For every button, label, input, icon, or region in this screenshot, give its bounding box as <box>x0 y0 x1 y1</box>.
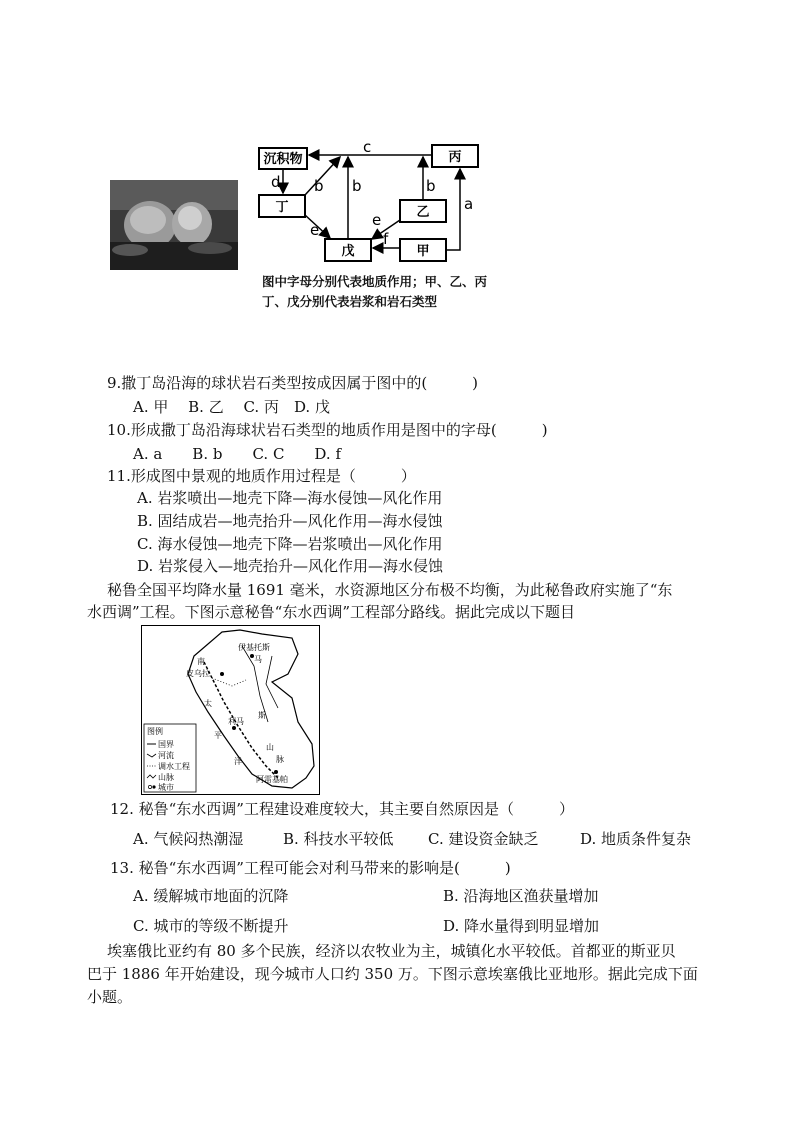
q10-options: A. a B. b C. C D. f <box>133 445 342 463</box>
edge-label-f: f <box>383 230 389 248</box>
q12-option-b: B. 科技水平较低 <box>283 830 394 848</box>
peru-map <box>141 625 320 795</box>
q12-option-d: D. 地质条件复杂 <box>580 830 692 848</box>
edge-label-a: a <box>464 195 474 213</box>
edge-label-b1: b <box>314 177 324 195</box>
q11-option-b: B. 固结成岩—地壳抬升—风化作用—海水侵蚀 <box>137 512 443 530</box>
q13-option-a: A. 缓解城市地面的沉降 <box>133 887 289 905</box>
diversion-project <box>212 678 246 686</box>
node-bing-label: 丙 <box>448 150 462 165</box>
legend-river: 河流 <box>158 751 174 760</box>
caption-line-2: 丁、戊分别代表岩浆和岩石类型 <box>262 294 438 309</box>
q9-options: A. 甲 B. 乙 C. 丙 D. 戊 <box>133 398 330 416</box>
ethiopia-line-3: 小题。 <box>87 988 133 1006</box>
legend-project: 调水工程 <box>158 762 190 771</box>
map-label-arequipa: 阿雷基帕 <box>256 775 288 784</box>
legend-mountain: 山脉 <box>158 773 174 782</box>
edge-label-b2: b <box>352 177 362 195</box>
city-arequipa <box>274 770 278 774</box>
caption-line-1: 图中字母分别代表地质作用；甲、乙、丙 <box>262 274 488 289</box>
q13-option-b: B. 沿海地区渔获量增加 <box>443 887 599 905</box>
map-label-piura: 皮乌拉 <box>186 669 210 678</box>
legend-city-symbol-2 <box>152 785 155 788</box>
peru-border <box>188 630 314 788</box>
q9-stem: 9.撒丁岛沿海的球状岩石类型按成因属于图中的( ) <box>107 374 479 392</box>
q12-stem: 12. 秘鲁“东水西调”工程建设难度较大，其主要自然原因是（ ） <box>110 800 574 818</box>
map-label-lima: 利马 <box>228 717 244 726</box>
edge-label-c: c <box>363 138 372 156</box>
q12-option-c: C. 建设资金缺乏 <box>428 830 539 848</box>
edge-label-e2: e <box>372 211 382 229</box>
legend-border: 国界 <box>158 740 174 749</box>
q13-stem: 13. 秘鲁“东水西调”工程可能会对利马带来的影响是( ) <box>110 859 511 877</box>
map-label-shan2: 山 <box>266 743 274 752</box>
q13-option-c: C. 城市的等级不断提升 <box>133 917 289 935</box>
diagram-caption <box>262 272 487 312</box>
q10-stem: 10.形成撒丁岛沿海球状岩石类型的地质作用是图中的字母( ) <box>107 421 548 439</box>
ethiopia-line-1: 埃塞俄比亚约有 80 多个民族，经济以农牧业为主，城镇化水平较低。首都亚的斯亚贝 <box>107 942 676 960</box>
q13-option-d: D. 降水量得到明显增加 <box>443 917 600 935</box>
peru-intro-line-2: 水西调”工程。下图示意秘鲁“东水西调”工程部分路线。据此完成以下题目 <box>87 603 576 621</box>
peru-intro <box>107 579 747 602</box>
node-sediment-label: 沉积物 <box>263 152 303 167</box>
node-ding-label: 丁 <box>275 200 289 215</box>
q12-option-a: A. 气候闷热潮湿 <box>133 830 244 848</box>
map-label-iquitos: 伊基托斯 <box>238 643 270 652</box>
peru-intro-2 <box>87 601 747 624</box>
node-yi-label: 乙 <box>416 205 430 220</box>
map-label-shan3: 脉 <box>276 755 284 764</box>
edge-label-d: d <box>271 173 281 191</box>
map-label-nan: 南 <box>197 657 205 666</box>
city-piura <box>220 672 224 676</box>
ethiopia-line-2: 巴于 1886 年开始建设，现今城市人口约 350 万。下图示意埃塞俄比亚地形。据此完成下面 <box>87 965 698 983</box>
edge-label-e1: e <box>310 221 320 239</box>
map-label-shan1: 斯 <box>258 711 266 720</box>
map-label-yang: 洋 <box>234 757 242 766</box>
city-lima <box>232 726 236 730</box>
legend-city: 城市 <box>158 783 174 792</box>
rock-cycle-diagram <box>250 135 490 270</box>
legend-title: 图例 <box>147 727 163 736</box>
q11-option-d: D. 岩浆侵入—地壳抬升—风化作用—海水侵蚀 <box>137 557 444 575</box>
map-label-ma: 马 <box>254 655 262 664</box>
q11-stem: 11.形成图中景观的地质作用过程是（ ） <box>107 467 416 485</box>
node-wu-label: 戊 <box>341 244 355 259</box>
edge-a <box>446 169 460 250</box>
q11-option-c: C. 海水侵蚀—地壳下降—岩浆喷出—风化作用 <box>137 535 443 553</box>
map-label-ping: 平 <box>214 731 222 740</box>
rock-photo <box>110 180 238 270</box>
edge-label-b3: b <box>426 177 436 195</box>
node-jia-label: 甲 <box>416 244 430 259</box>
q11-option-a: A. 岩浆喷出—地壳下降—海水侵蚀—风化作用 <box>137 489 443 507</box>
map-label-tai: 太 <box>204 699 212 708</box>
peru-intro-line-1: 秘鲁全国平均降水量 1691 毫米，水资源地区分布极不均衡，为此秘鲁政府实施了“东 <box>107 581 673 599</box>
